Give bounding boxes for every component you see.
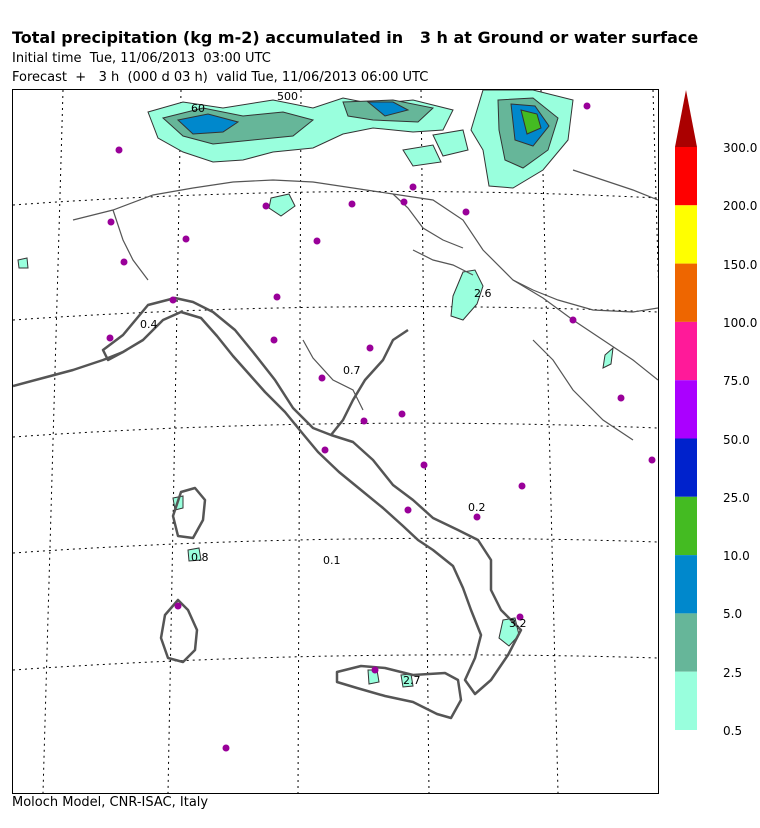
station-dot [271, 337, 278, 344]
station-dot [349, 201, 356, 208]
precip-label: 60 [191, 102, 205, 115]
station-dot [405, 507, 412, 514]
graticule [13, 90, 658, 793]
map-canvas [13, 90, 658, 793]
precipitation-areas [18, 90, 613, 687]
colorbar-label: 10.0 [723, 549, 750, 564]
colorbar-label: 200.0 [723, 199, 758, 214]
station-dot [121, 259, 128, 266]
station-dot [322, 447, 329, 454]
station-dot [263, 203, 270, 210]
precip-label: 3.2 [509, 617, 527, 630]
colorbar-segment [675, 322, 697, 380]
colorbar-segment [675, 380, 697, 438]
colorbar-label: 150.0 [723, 257, 758, 272]
precip-label: 0.2 [468, 501, 486, 514]
map-title: Total precipitation (kg m-2) accumulated in 3 h at Ground or water surface [12, 28, 699, 47]
station-dot [519, 483, 526, 490]
precip-label: 0.8 [191, 551, 209, 564]
station-dot [618, 395, 625, 402]
precip-label: 2.7 [403, 674, 421, 687]
colorbar-label: 50.0 [723, 432, 750, 447]
station-dot [175, 603, 182, 610]
model-credit: Moloch Model, CNR-ISAC, Italy [12, 795, 209, 810]
station-dot [223, 745, 230, 752]
colorbar-label: 25.0 [723, 490, 750, 505]
station-dot [570, 317, 577, 324]
station-dot [372, 667, 379, 674]
precip-label: 0.7 [343, 364, 361, 377]
station-dot [274, 294, 281, 301]
colorbar-segment [675, 439, 697, 497]
borders [73, 170, 658, 440]
colorbar-segment [675, 147, 697, 205]
colorbar-segment [675, 672, 697, 730]
station-dot [183, 236, 190, 243]
station-dot [314, 238, 321, 245]
colorbar-segment [675, 497, 697, 555]
station-dot [410, 184, 417, 191]
colorbar-label: 75.0 [723, 374, 750, 389]
colorbar-label: 300.0 [723, 141, 758, 155]
initial-time-text: Initial time Tue, 11/06/2013 03:00 UTC [12, 51, 271, 66]
station-dot [116, 147, 123, 154]
station-dot [474, 514, 481, 521]
precipitation-map [12, 89, 659, 794]
precip-label: 2.6 [474, 287, 492, 300]
colorbar-label: 0.5 [723, 724, 743, 738]
colorbar-label: 100.0 [723, 315, 758, 330]
precip-label: 0.1 [323, 554, 341, 567]
station-dot [319, 375, 326, 382]
forecast-valid-text: Forecast + 3 h (000 d 03 h) valid Tue, 11/06/2013 06:00 UTC [12, 70, 429, 85]
colorbar-segments [675, 147, 697, 730]
station-dot [421, 462, 428, 469]
station-dot [399, 411, 406, 418]
stations [107, 103, 656, 752]
station-dot [367, 345, 374, 352]
station-dot [649, 457, 656, 464]
station-dot [170, 297, 177, 304]
colorbar-label: 2.5 [723, 665, 743, 680]
station-dot [361, 418, 368, 425]
precip-labels [140, 90, 527, 687]
station-dot [584, 103, 591, 110]
precip-label: 0.4 [140, 318, 158, 331]
station-dot [108, 219, 115, 226]
colorbar-segment [675, 555, 697, 613]
precip-label: 500 [277, 90, 298, 103]
colorbar-segment [675, 613, 697, 671]
station-dot [107, 335, 114, 342]
station-dot [463, 209, 470, 216]
colorbar-arrow-icon [675, 90, 697, 147]
colorbar-segment [675, 264, 697, 322]
station-dot [401, 199, 408, 206]
colorbar-segment [675, 205, 697, 263]
colorbar-label: 5.0 [723, 607, 743, 622]
